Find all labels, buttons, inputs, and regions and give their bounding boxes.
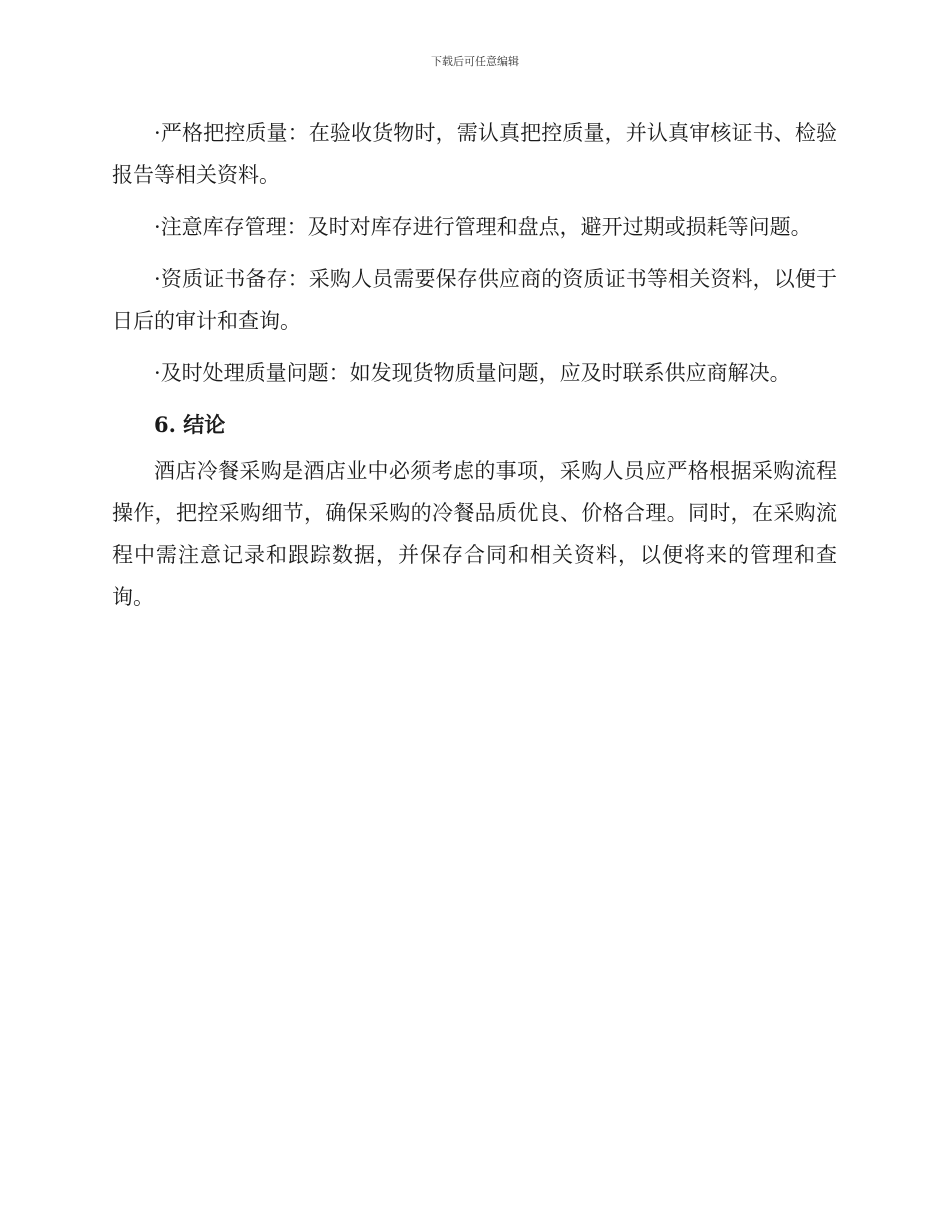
bullet-dot: · — [154, 215, 161, 239]
bullet-dot: · — [154, 267, 161, 291]
document-body — [112, 112, 837, 628]
bullet-item — [112, 258, 837, 342]
section-heading: 6. 结论 — [154, 412, 226, 437]
bullet-text: 资质证书备存：采购人员需要保存供应商的资质证书等相关资料，以便于日后的审计和查询。 — [112, 267, 837, 333]
bullet-text: 严格把控质量：在验收货物时，需认真把控质量，并认真审核证书、检验报告等相关资料。 — [112, 121, 837, 187]
bullet-item — [112, 352, 837, 394]
bullet-dot: · — [154, 121, 161, 145]
bullet-item — [112, 206, 837, 248]
bullet-text: 注意库存管理：及时对库存进行管理和盘点，避开过期或损耗等问题。 — [160, 215, 812, 239]
bullet-text: 及时处理质量问题：如发现货物质量问题，应及时联系供应商解决。 — [160, 361, 791, 385]
conclusion-paragraph: 酒店冷餐采购是酒店业中必须考虑的事项，采购人员应严格根据采购流程操作，把控采购细节，确保采购的冷餐品质优良、价格合理。同时，在采购流程中需注意记录和跟踪数据，并保存合同和相关资料，以便将来的管理和查询。 — [112, 459, 837, 609]
bullet-item — [112, 112, 837, 196]
page-header: 下载后可任意编辑 — [431, 55, 519, 68]
bullet-dot: · — [154, 361, 161, 385]
